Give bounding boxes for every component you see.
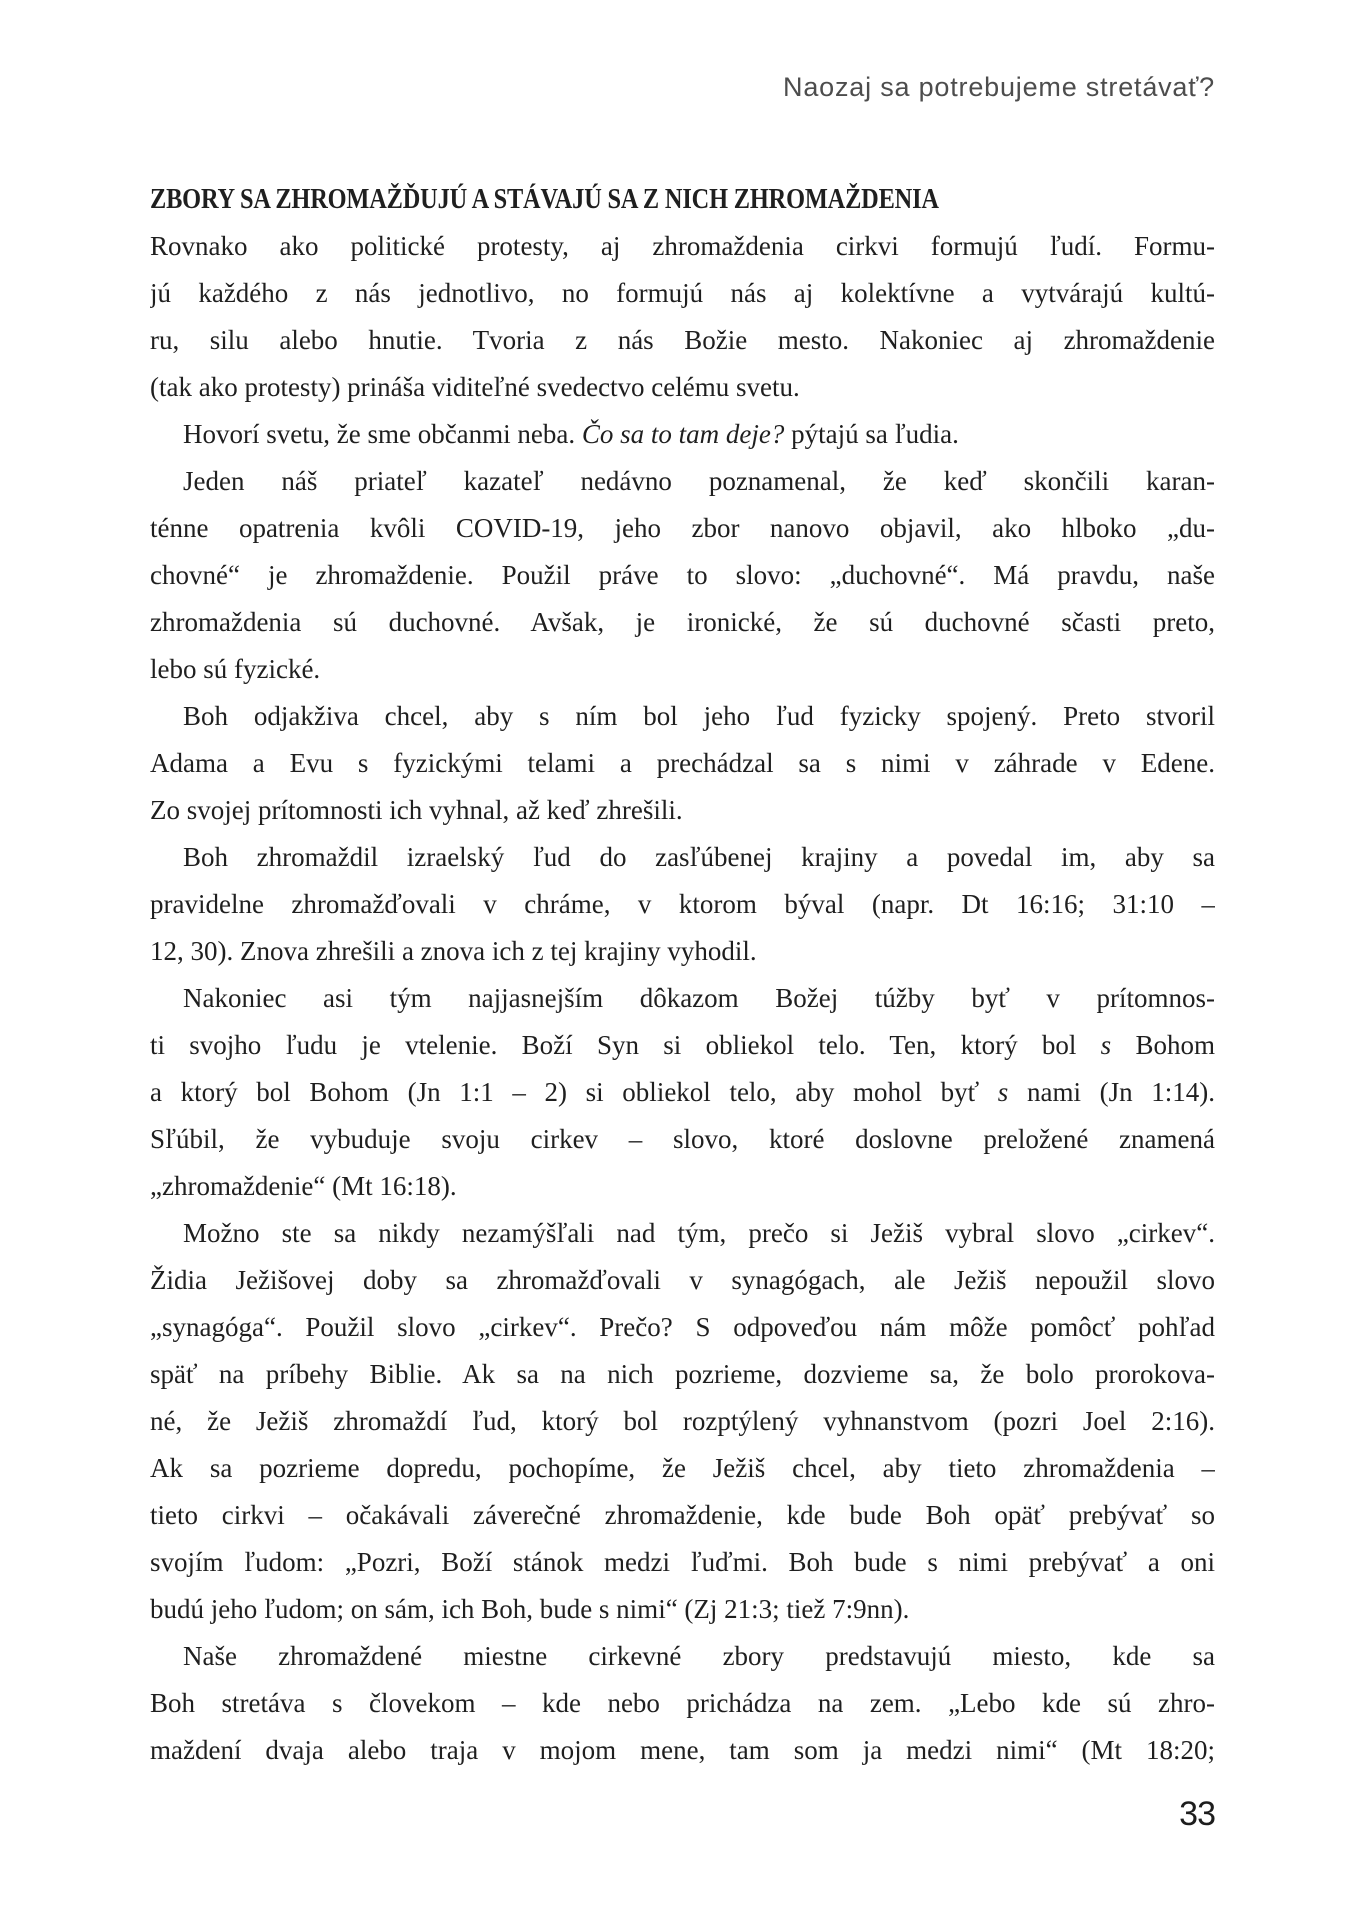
text-run: „synagóga“. Použil slovo „cirkev“. Prečo? S odpoveďou nám môže pomôcť pohľad <box>150 1312 1215 1342</box>
text-line <box>150 1727 1215 1774</box>
text-line <box>150 975 1215 1022</box>
text-run: Bohom <box>1111 1030 1215 1060</box>
text-line <box>150 1445 1215 1492</box>
text-run: budú jeho ľudom; on sám, ich Boh, bude s nimi“ (Zj 21:3; tiež 7:9nn). <box>150 1594 910 1624</box>
text-line <box>150 1069 1215 1116</box>
text-run: pýtajú sa ľudia. <box>784 419 959 449</box>
text-run: „zhromaždenie“ (Mt 16:18). <box>150 1171 457 1201</box>
text-run: Rovnako ako politické protesty, aj zhromaždenia cirkvi formujú ľudí. Formu- <box>150 231 1215 261</box>
text-run: né, že Ježiš zhromaždí ľud, ktorý bol rozptýlený vyhnanstvom (pozri Joel 2:16). <box>150 1406 1215 1436</box>
text-run: jú každého z nás jednotlivo, no formujú nás aj kolektívne a vytvárajú kultú- <box>150 278 1215 308</box>
text-line <box>150 1163 1215 1210</box>
text-line <box>150 317 1215 364</box>
text-run: nami (Jn 1:14). <box>1008 1077 1215 1107</box>
text-line <box>150 1022 1215 1069</box>
text-run: Sľúbil, že vybuduje svoju cirkev – slovo, ktoré doslovne preložené znamená <box>150 1124 1215 1154</box>
text-run: lebo sú fyzické. <box>150 654 321 684</box>
text-run: zhromaždenia sú duchovné. Avšak, je ironické, že sú duchovné sčasti preto, <box>150 607 1215 637</box>
text-line <box>150 834 1215 881</box>
text-line <box>150 646 1215 693</box>
text-line <box>150 1257 1215 1304</box>
text-line <box>150 1116 1215 1163</box>
text-line <box>150 1492 1215 1539</box>
text-line <box>150 693 1215 740</box>
text-run: Adama a Evu s fyzickými telami a prechádzal sa s nimi v záhrade v Edene. <box>150 748 1215 778</box>
italic-text-run: s <box>1100 1030 1112 1060</box>
text-run: Možno ste sa nikdy nezamýšľali nad tým, prečo si Ježiš vybral slovo „cirkev“. <box>183 1218 1215 1248</box>
text-line <box>150 1398 1215 1445</box>
text-run: maždení dvaja alebo traja v mojom mene, tam som ja medzi nimi“ (Mt 18:20; <box>150 1735 1215 1765</box>
text-line <box>150 740 1215 787</box>
text-line <box>150 223 1215 270</box>
text-line <box>150 364 1215 411</box>
section-heading: ZBORY SA ZHROMAŽĎUJÚ A STÁVAJÚ SA Z NICH ZHROMAŽDENIA <box>150 183 939 215</box>
text-run: 12, 30). Znova zhrešili a znova ich z tej krajiny vyhodil. <box>150 936 757 966</box>
text-line <box>150 599 1215 646</box>
text-line <box>150 505 1215 552</box>
text-line <box>150 881 1215 928</box>
text-run: Hovorí svetu, že sme občanmi neba. <box>183 419 582 449</box>
text-line <box>150 270 1215 317</box>
text-run: Naše zhromaždené miestne cirkevné zbory predstavujú miesto, kde sa <box>183 1641 1215 1671</box>
text-run: (tak ako protesty) prináša viditeľné svedectvo celému svetu. <box>150 372 800 402</box>
text-run: späť na príbehy Biblie. Ak sa na nich pozrieme, dozvieme sa, že bolo prorokova- <box>150 1359 1215 1389</box>
text-run: ténne opatrenia kvôli COVID-19, jeho zbor nanovo objavil, ako hlboko „du- <box>150 513 1215 543</box>
text-run: Jeden náš priateľ kazateľ nedávno poznamenal, že keď skončili karan- <box>183 466 1215 496</box>
text-line <box>150 411 1215 458</box>
text-run: Ak sa pozrieme dopredu, pochopíme, že Ježiš chcel, aby tieto zhromaždenia – <box>150 1453 1215 1483</box>
text-run: chovné“ je zhromaždenie. Použil práve to slovo: „duchovné“. Má pravdu, naše <box>150 560 1215 590</box>
text-line <box>150 1304 1215 1351</box>
running-header: Naozaj sa potrebujeme stretávať? <box>783 72 1215 102</box>
text-line <box>150 787 1215 834</box>
text-line <box>150 1586 1215 1633</box>
text-run: Zo svojej prítomnosti ich vyhnal, až keď zhrešili. <box>150 795 683 825</box>
text-run: ti svojho ľudu je vtelenie. Boží Syn si obliekol telo. Ten, ktorý bol <box>150 1030 1101 1060</box>
text-line <box>150 1633 1215 1680</box>
text-line <box>150 458 1215 505</box>
text-run: Boh stretáva s človekom – kde nebo prichádza na zem. „Lebo kde sú zhro- <box>150 1688 1215 1718</box>
text-run: Nakoniec asi tým najjasnejším dôkazom Božej túžby byť v prítomnos- <box>183 983 1215 1013</box>
text-line <box>150 928 1215 975</box>
body-text <box>150 223 1215 1774</box>
text-run: svojím ľudom: „Pozri, Boží stánok medzi ľuďmi. Boh bude s nimi prebývať a oni <box>150 1547 1215 1577</box>
text-line <box>150 1539 1215 1586</box>
text-run: tieto cirkvi – očakávali záverečné zhromaždenie, kde bude Boh opäť prebývať so <box>150 1500 1215 1530</box>
text-run: a ktorý bol Bohom (Jn 1:1 – 2) si obliekol telo, aby mohol byť <box>150 1077 998 1107</box>
text-run: Boh odjakživa chcel, aby s ním bol jeho ľud fyzicky spojený. Preto stvoril <box>183 701 1215 731</box>
text-line <box>150 1210 1215 1257</box>
text-run: Židia Ježišovej doby sa zhromažďovali v synagógach, ale Ježiš nepoužil slovo <box>150 1265 1215 1295</box>
italic-text-run: s <box>997 1077 1009 1107</box>
page-number: 33 <box>1179 1795 1215 1833</box>
text-line <box>150 1351 1215 1398</box>
text-run: Boh zhromaždil izraelský ľud do zasľúbenej krajiny a povedal im, aby sa <box>183 842 1215 872</box>
text-run: ru, silu alebo hnutie. Tvoria z nás Božie mesto. Nakoniec aj zhromaždenie <box>150 325 1215 355</box>
italic-text-run: Čo sa to tam deje? <box>581 419 785 449</box>
text-line <box>150 552 1215 599</box>
text-run: pravidelne zhromažďovali v chráme, v ktorom býval (napr. Dt 16:16; 31:10 – <box>150 889 1215 919</box>
text-line <box>150 1680 1215 1727</box>
